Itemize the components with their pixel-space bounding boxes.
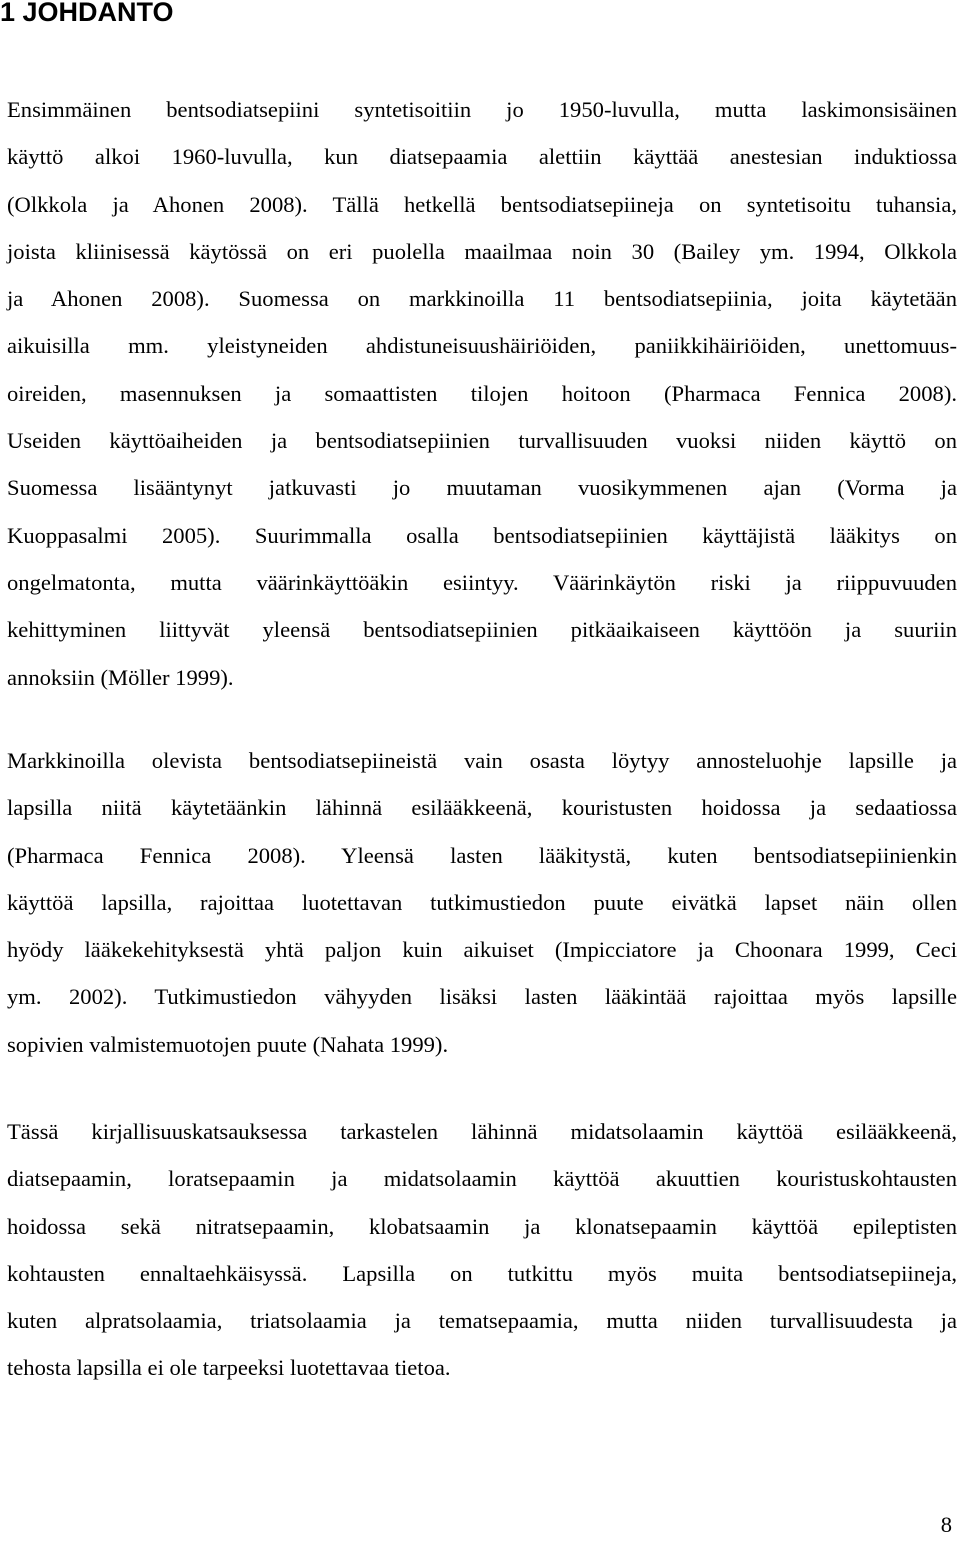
text-line: diatsepaamin, loratsepaamin ja midatsolaamin käyttöä akuuttien kouristuskohtausten bbox=[7, 1166, 957, 1192]
text-line: Kuoppasalmi 2005). Suurimmalla osalla bentsodiatsepiinien käyttäjistä lääkitys on bbox=[7, 522, 957, 548]
paragraph-2 bbox=[7, 737, 957, 1068]
paragraph-1 bbox=[7, 86, 957, 701]
text-line: ja Ahonen 2008). Suomessa on markkinoilla 11 bentsodiatsepiinia, joita käytetään bbox=[7, 286, 957, 312]
text-line: annoksiin (Möller 1999). bbox=[7, 664, 234, 690]
text-line: ym. 2002). Tutkimustiedon vähyyden lisäksi lasten lääkintää rajoittaa myös lapsille bbox=[7, 984, 957, 1010]
text-line: käyttöä lapsilla, rajoittaa luotettavan tutkimustiedon puute eivätkä lapset näin ollen bbox=[7, 889, 957, 915]
text-line: Tässä kirjallisuuskatsauksessa tarkastelen lähinnä midatsolaamin käyttöä esilääkkeenä, bbox=[7, 1119, 957, 1144]
text-line: hoidossa sekä nitratsepaamin, klobatsaamin ja klonatsepaamin käyttöä epileptisten bbox=[7, 1213, 957, 1239]
text-line: Suomessa lisääntynyt jatkuvasti jo muutaman vuosikymmenen ajan (Vorma ja bbox=[7, 475, 957, 501]
text-line: käyttö alkoi 1960-luvulla, kun diatsepaamia alettiin käyttää anestesian induktiossa bbox=[7, 144, 957, 170]
text-line: Markkinoilla olevista bentsodiatsepiineistä vain osasta löytyy annosteluohje lapsille ja bbox=[7, 748, 957, 773]
text-line: oireiden, masennuksen ja somaattisten tilojen hoitoon (Pharmaca Fennica 2008). bbox=[7, 380, 957, 406]
text-line: kohtausten ennaltaehkäisyssä. Lapsilla on tutkittu myös muita bentsodiatsepiineja, bbox=[7, 1260, 957, 1286]
page-number: 8 bbox=[940, 1512, 952, 1537]
text-line: Ensimmäinen bentsodiatsepiini syntetisoitiin jo 1950-luvulla, mutta laskimonsisäinen bbox=[7, 97, 957, 122]
text-line: ongelmatonta, mutta väärinkäyttöäkin esiintyy. Väärinkäytön riski ja riippuvuuden bbox=[7, 569, 957, 595]
text-line: joista kliinisessä käytössä on eri puolella maailmaa noin 30 (Bailey ym. 1994, Olkkola bbox=[7, 238, 957, 264]
text-line: aikuisilla mm. yleistyneiden ahdistuneisuushäiriöiden, paniikkihäiriöiden, unettomuus- bbox=[7, 333, 957, 359]
paragraph-3 bbox=[7, 1108, 957, 1392]
text-line: lapsilla niitä käytetäänkin lähinnä esilääkkeenä, kouristusten hoidossa ja sedaatiossa bbox=[7, 795, 957, 821]
text-line: (Olkkola ja Ahonen 2008). Tällä hetkellä bentsodiatsepiineja on syntetisoitu tuhansia, bbox=[7, 191, 957, 217]
text-line: kuten alpratsolaamia, triatsolaamia ja tematsepaamia, mutta niiden turvallisuudesta ja bbox=[7, 1308, 957, 1334]
text-line: (Pharmaca Fennica 2008). Yleensä lasten lääkitystä, kuten bentsodiatsepiinienkin bbox=[7, 842, 957, 868]
text-line: kehittyminen liittyvät yleensä bentsodiatsepiinien pitkäaikaiseen käyttöön ja suuriin bbox=[7, 617, 957, 643]
text-line: sopivien valmistemuotojen puute (Nahata 1999). bbox=[7, 1031, 449, 1057]
text-line: tehosta lapsilla ei ole tarpeeksi luotettavaa tietoa. bbox=[7, 1355, 451, 1381]
chapter-heading: 1 JOHDANTO bbox=[0, 0, 174, 27]
text-line: Useiden käyttöaiheiden ja bentsodiatsepiinien turvallisuuden vuoksi niiden käyttö on bbox=[7, 428, 957, 454]
text-line: hyödy lääkekehityksestä yhtä paljon kuin aikuiset (Impicciatore ja Choonara 1999, Ceci bbox=[7, 937, 957, 963]
